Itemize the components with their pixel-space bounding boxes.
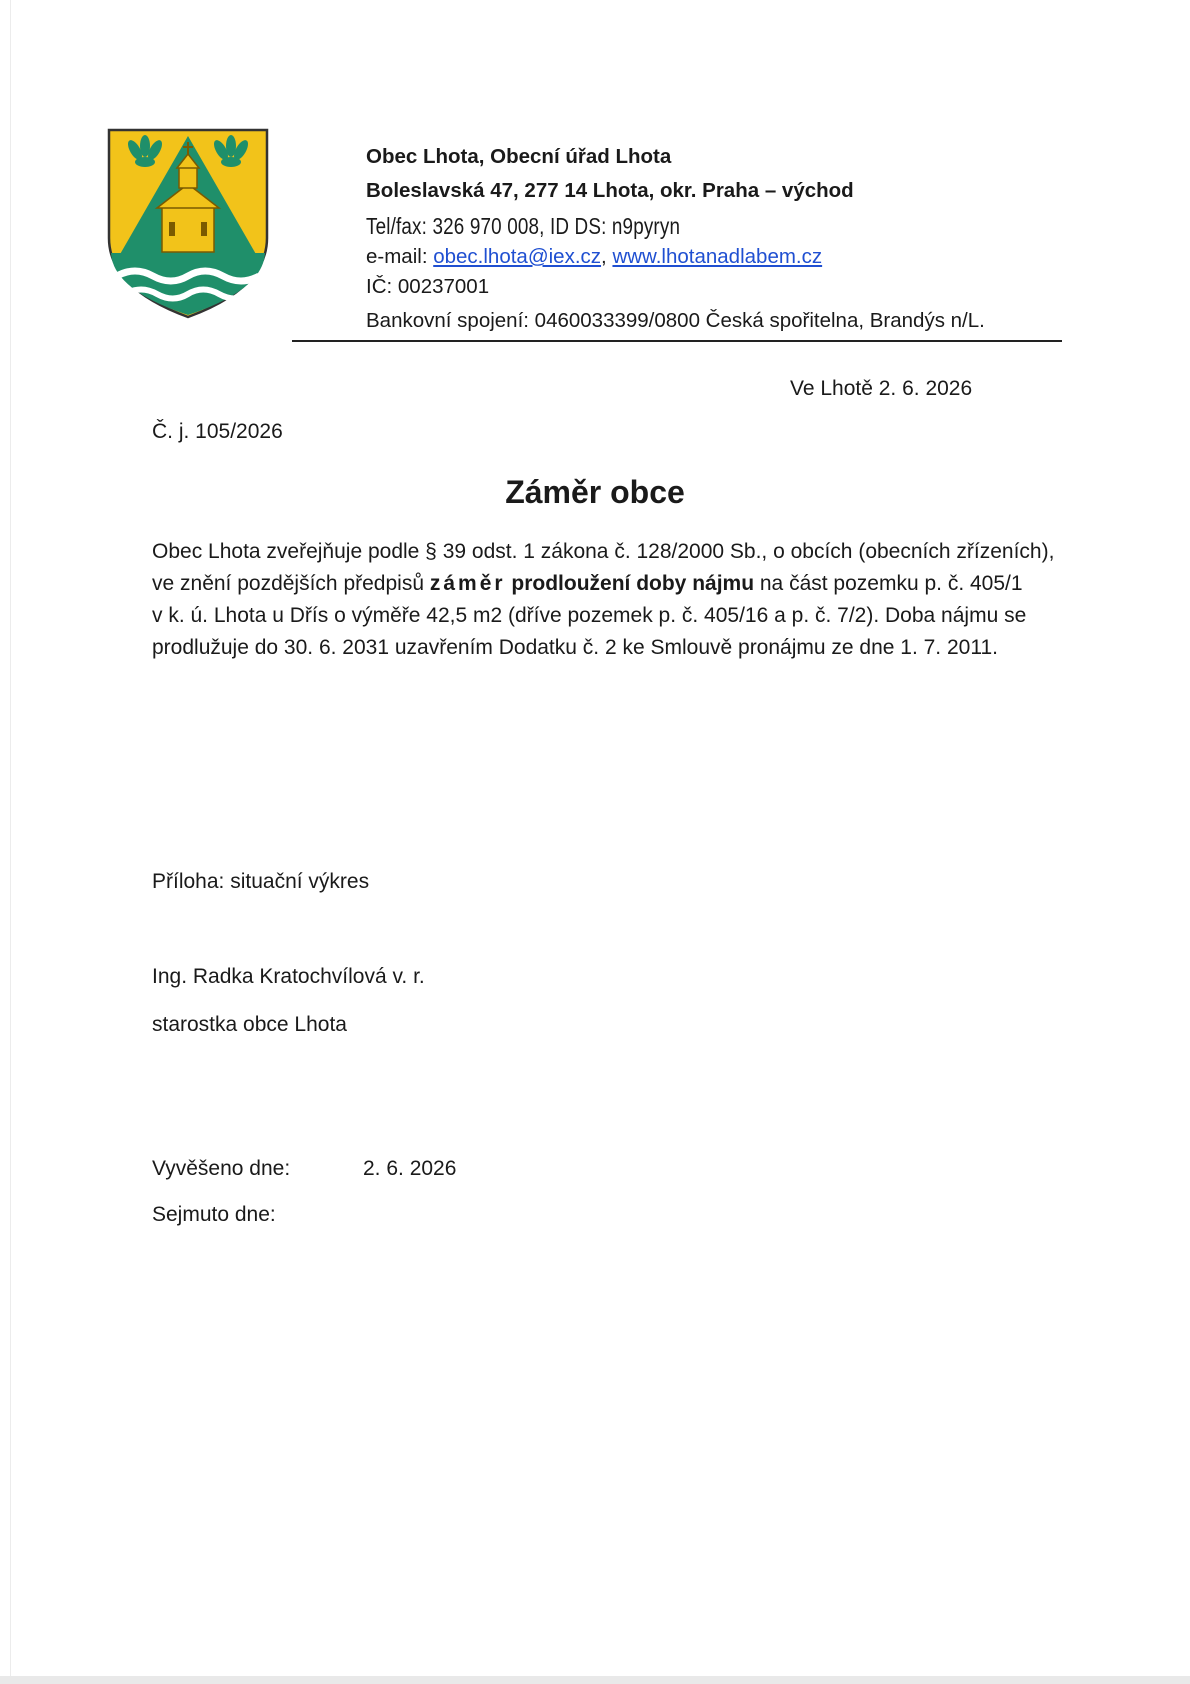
signature-name: Ing. Radka Kratochvílová v. r. (152, 965, 425, 988)
website-link[interactable]: www.lhotanadlabem.cz (612, 245, 823, 268)
coat-of-arms-icon (107, 128, 269, 319)
body-line-2-end: na část pozemku p. č. 405/1 (754, 572, 1023, 595)
signature-role: starostka obce Lhota (152, 1013, 347, 1036)
body-line-4: prodlužuje do 30. 6. 2031 uzavřením Dodatku č. 2 ke Smlouvě pronájmu ze dne 1. 7. 2011. (152, 636, 998, 659)
email-link[interactable]: obec.lhota@iex.cz (433, 245, 602, 268)
email-web-separator: , (601, 245, 613, 268)
letterhead-divider (292, 340, 1062, 342)
body-line-3: v k. ú. Lhota u Dřís o výměře 42,5 m2 (dříve pozemek p. č. 405/16 a p. č. 7/2). Doba nájmu se (152, 604, 1027, 627)
letterhead-bank: Bankovní spojení: 0460033399/0800 Česká spořitelna, Brandýs n/L. (366, 309, 985, 332)
body-line-2 (152, 568, 1072, 600)
letterhead-office: Obec Lhota, Obecní úřad Lhota (366, 145, 672, 168)
document-title: Záměr obce (505, 474, 685, 510)
date-place: Ve Lhotě 2. 6. 2026 (790, 377, 973, 400)
attachment: Příloha: situační výkres (152, 870, 370, 893)
posted-date: 2. 6. 2026 (363, 1157, 457, 1180)
email-label: e-mail: (366, 245, 434, 268)
body-zamer-emphasis: záměr (429, 572, 506, 595)
letterhead-email-line (366, 244, 822, 270)
posted-label: Vyvěšeno dne: (152, 1157, 291, 1180)
letterhead-ic: IČ: 00237001 (366, 275, 490, 298)
letterhead-phone: Tel/fax: 326 970 008, ID DS: n9pyryn (366, 213, 681, 239)
removed-label: Sejmuto dne: (152, 1203, 276, 1226)
body-line-1: Obec Lhota zveřejňuje podle § 39 odst. 1 zákona č. 128/2000 Sb., o obcích (obecních zřízeních), (152, 540, 1055, 563)
body-bold-phrase: prodloužení doby nájmu (505, 572, 755, 595)
body-paragraph (152, 536, 1072, 664)
scan-edge-left (10, 0, 11, 1684)
reference-number: Č. j. 105/2026 (152, 420, 283, 443)
scan-edge-bottom (0, 1676, 1190, 1684)
letterhead-address: Boleslavská 47, 277 14 Lhota, okr. Praha – východ (366, 179, 854, 202)
body-line-2-start: ve znění pozdějších předpisů (152, 572, 430, 595)
